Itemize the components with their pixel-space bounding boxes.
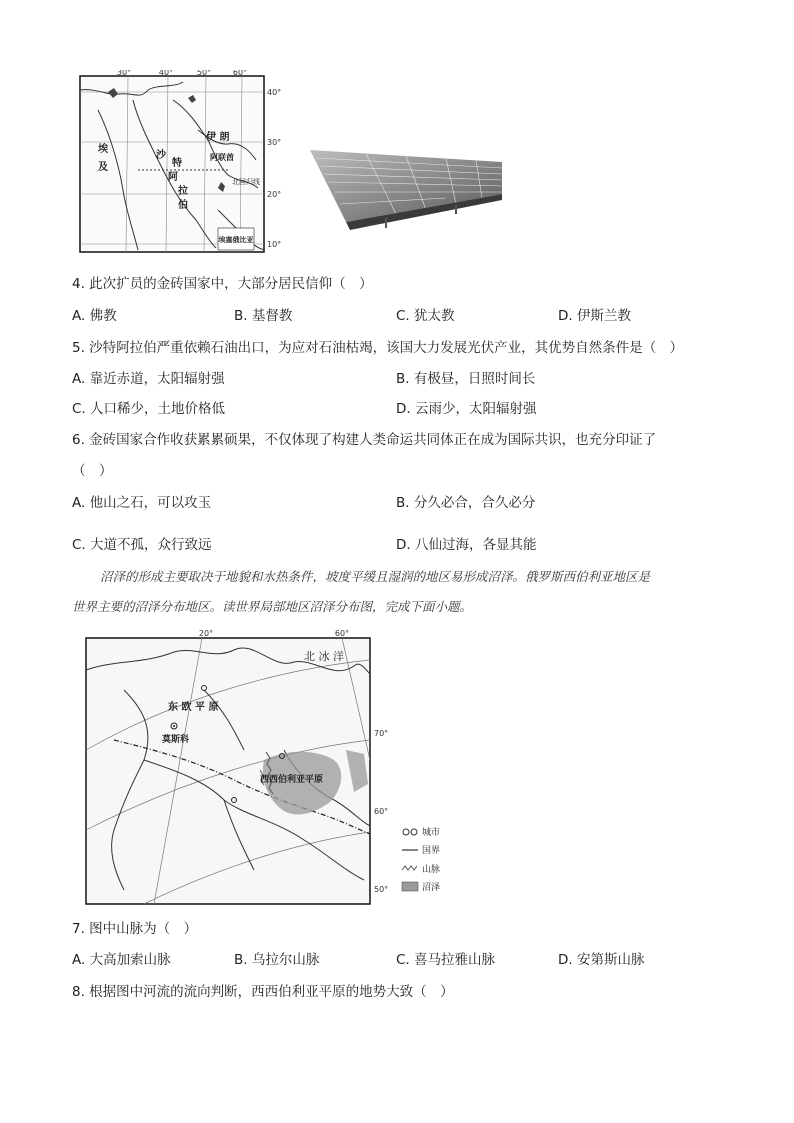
map2-legend bbox=[402, 826, 440, 893]
legend-border: 国界 bbox=[422, 846, 441, 856]
map1-lon-30: 30° bbox=[116, 70, 132, 77]
question-5-option-c[interactable]: C. 人口稀少，土地价格低 bbox=[72, 401, 226, 417]
question-7-option-a[interactable]: A. 大高加索山脉 bbox=[72, 952, 171, 968]
question-7-option-d[interactable]: D. 安第斯山脉 bbox=[558, 952, 645, 968]
question-6-stem-cont: （ ） bbox=[72, 463, 113, 479]
map1-label-tropic: 北回归线 bbox=[232, 178, 260, 186]
question-6-stem: 6. 金砖国家合作收获累累硕果，不仅体现了构建人类命运共同体正在成为国际共识，也充分印证了 bbox=[72, 432, 657, 448]
map2-label-plain-1: 东 欧 平 原 bbox=[168, 702, 219, 713]
legend-city: 城市 bbox=[422, 828, 441, 838]
map2-label-plain-2: 西西伯利亚平原 bbox=[260, 775, 324, 785]
question-4-option-c[interactable]: C. 犹太教 bbox=[396, 308, 455, 324]
map1-lat-20: 20° bbox=[267, 190, 282, 199]
question-4-option-a[interactable]: A. 佛教 bbox=[72, 308, 117, 324]
siberia-wetland-map bbox=[84, 630, 476, 906]
question-6-option-a[interactable]: A. 他山之石，可以攻玉 bbox=[72, 495, 212, 511]
map1-label-uae: 阿联酋 bbox=[210, 153, 234, 162]
map1-lat-10: 10° bbox=[267, 240, 282, 249]
map1-label-egypt-1: 埃 bbox=[98, 144, 108, 155]
question-6-option-d[interactable]: D. 八仙过海，各显其能 bbox=[396, 537, 537, 553]
legend-wetland: 沼泽 bbox=[422, 883, 441, 893]
map2-label-ocean: 北 冰 洋 bbox=[304, 650, 344, 663]
question-4-option-b[interactable]: B. 基督教 bbox=[234, 308, 293, 324]
question-5-stem: 5. 沙特阿拉伯严重依赖石油出口，为应对石油枯竭，该国大力发展光伏产业，其优势自然条件是（ ） bbox=[72, 340, 684, 356]
solar-panel-photo bbox=[306, 142, 506, 242]
question-4-stem: 4. 此次扩员的金砖国家中，大部分居民信仰（ ） bbox=[72, 276, 373, 292]
map2-lat-50: 50° bbox=[374, 885, 389, 894]
question-5-option-a[interactable]: A. 靠近赤道，太阳辐射强 bbox=[72, 371, 225, 387]
question-8-stem: 8. 根据图中河流的流向判断，西西伯利亚平原的地势大致（ ） bbox=[72, 984, 454, 1000]
legend-mountain: 山脉 bbox=[422, 865, 441, 875]
map1-label-ethiopia: 埃塞俄比亚 bbox=[218, 236, 254, 244]
map1-label-saudi-4: 拉 bbox=[178, 186, 188, 197]
map1-lon-50: 50° bbox=[196, 70, 212, 77]
map1-label-saudi-3: 阿 bbox=[168, 172, 178, 183]
question-6-option-c[interactable]: C. 大道不孤，众行致远 bbox=[72, 537, 212, 553]
map1-label-iran: 伊 朗 bbox=[206, 132, 230, 143]
map1-label-egypt-2: 及 bbox=[98, 162, 108, 173]
question-7-stem: 7. 图中山脉为（ ） bbox=[72, 921, 198, 937]
map2-lon-20: 20° bbox=[198, 630, 214, 638]
passage-line-1: 沼泽的形成主要取决于地貌和水热条件，坡度平缓且湿润的地区易形成沼泽。俄罗斯西伯利亚地区是 bbox=[100, 569, 651, 584]
question-6-option-b[interactable]: B. 分久必合，合久必分 bbox=[396, 495, 536, 511]
question-4-option-d[interactable]: D. 伊斯兰教 bbox=[558, 308, 631, 324]
map1-lon-60: 60° bbox=[232, 70, 248, 77]
map1-label-saudi-1: 沙 bbox=[156, 150, 166, 161]
map2-label-moscow: 莫斯科 bbox=[162, 735, 190, 745]
map2-lon-60: 60° bbox=[334, 630, 350, 638]
map1-lat-30: 30° bbox=[267, 138, 282, 147]
map1-label-saudi-5: 伯 bbox=[178, 200, 188, 211]
map2-lat-70: 70° bbox=[374, 729, 389, 738]
question-7-option-c[interactable]: C. 喜马拉雅山脉 bbox=[396, 952, 496, 968]
map1-lon-40: 40° bbox=[158, 70, 174, 77]
middle-east-map bbox=[78, 70, 290, 258]
map1-lat-40: 40° bbox=[267, 88, 282, 97]
question-5-option-d[interactable]: D. 云雨少，太阳辐射强 bbox=[396, 401, 537, 417]
question-7-option-b[interactable]: B. 乌拉尔山脉 bbox=[234, 952, 320, 968]
passage-line-2: 世界主要的沼泽分布地区。读世界局部地区沼泽分布图，完成下面小题。 bbox=[72, 599, 473, 614]
map2-lat-60: 60° bbox=[374, 807, 389, 816]
map1-label-saudi-2: 特 bbox=[172, 158, 182, 169]
question-5-option-b[interactable]: B. 有极昼，日照时间长 bbox=[396, 371, 536, 387]
